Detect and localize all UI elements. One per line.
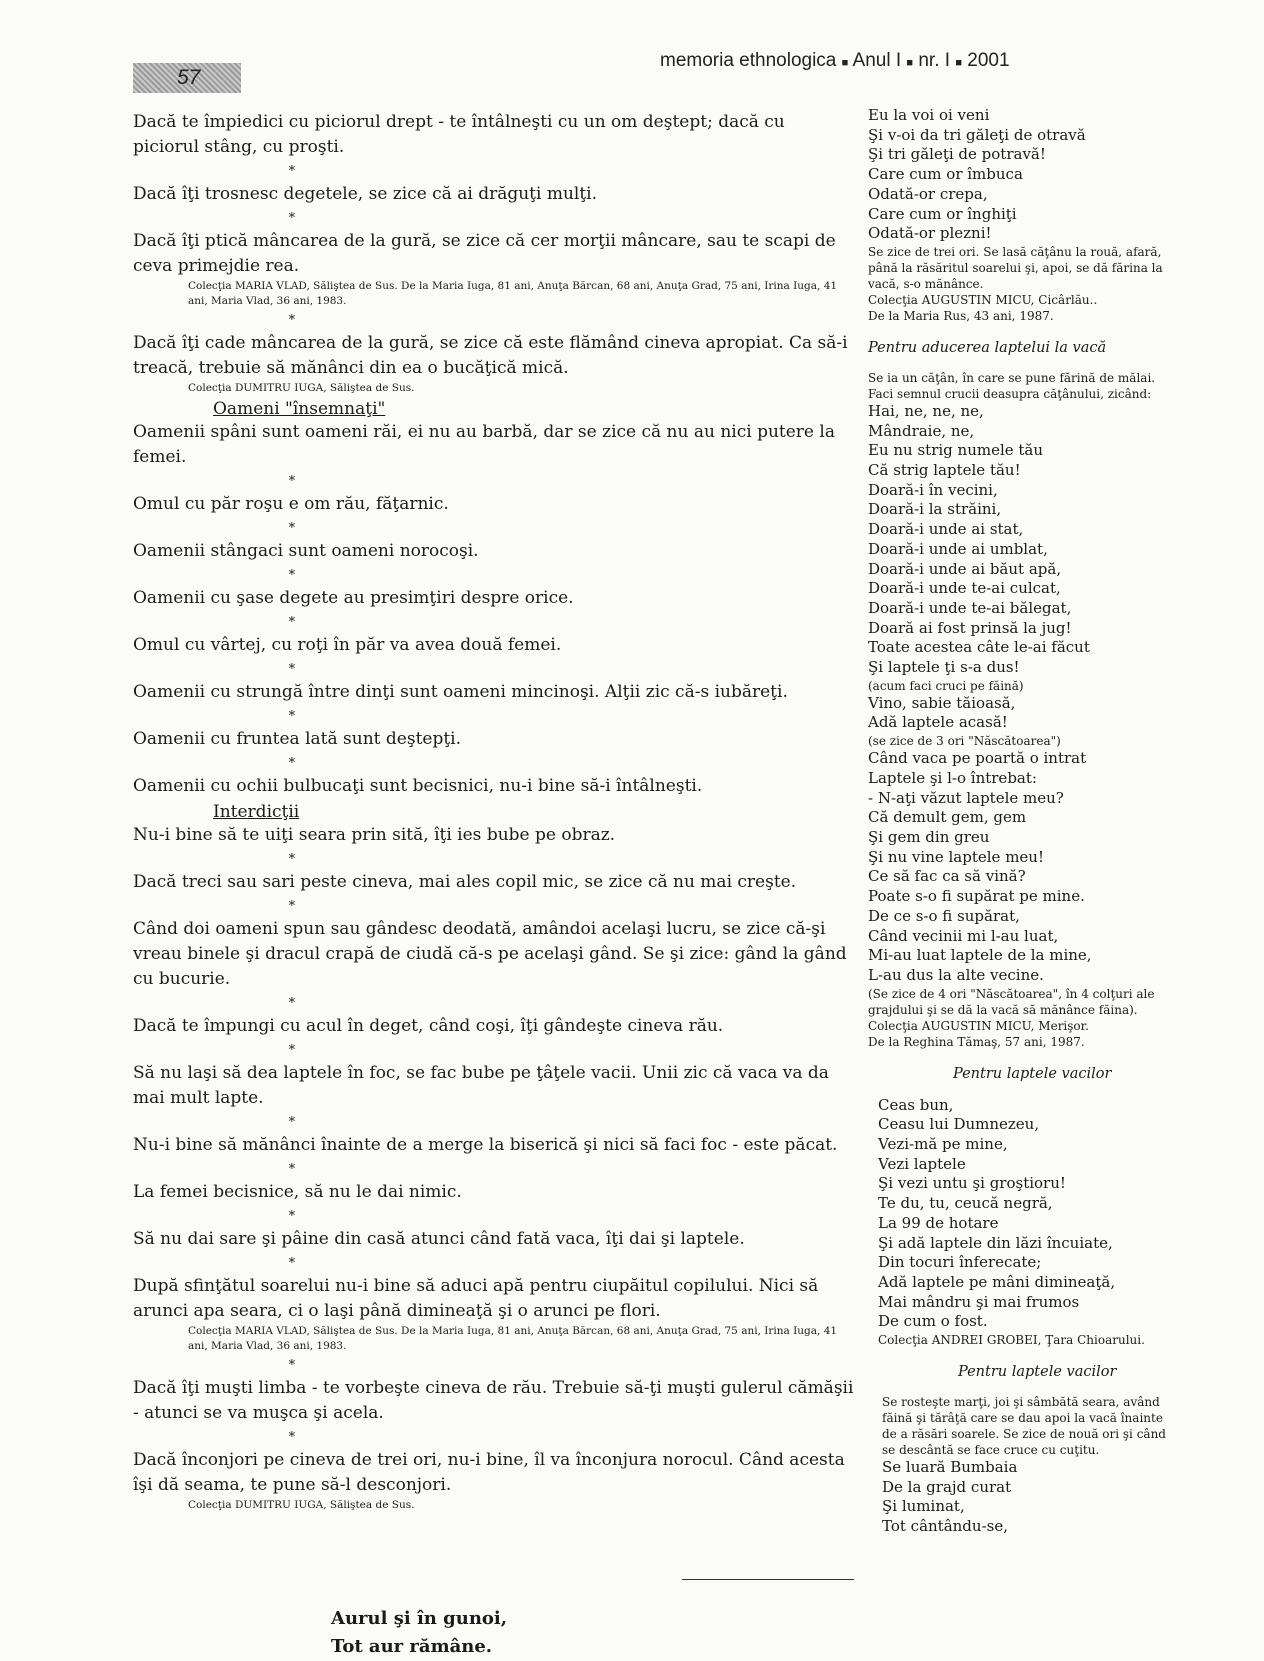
belief-paragraph: Dacă te împungi cu acul în deget, când coşi, îţi gândeşte cineva rău. <box>133 1016 724 1036</box>
right-column <box>868 106 1166 1537</box>
charm-title: Pentru aducerea laptelui la vacă <box>868 339 1107 356</box>
verse-line: Hai, ne, ne, ne, <box>868 401 984 420</box>
verse-line: Odată-or plezni! <box>868 224 992 243</box>
separator-icon: ■ <box>841 57 849 69</box>
verse-line: Şi tri găleţi de potravă! <box>868 145 1046 164</box>
belief-paragraph: După sfinţătul soarelui nu-i bine să aduci apă pentru ciupăitul copilului. Nici să arunci apa seara, ci o laşi până dimineaţă şi o arunci pe flori. <box>133 1276 819 1321</box>
verse-line: Toate acestea câte le-ai făcut <box>868 638 1090 657</box>
verse-line: Mai mândru şi mai frumos <box>878 1292 1080 1311</box>
verse-line: Vino, sabie tăioasă, <box>868 693 1016 712</box>
belief-paragraph: Dacă îţi cade mâncarea de la gură, se zice că este flămând cineva apropiat. Ca să-i treacă, trebuie să mănânci din ea o bucăţică mică. <box>133 333 848 378</box>
source-note: Colecţia DUMITRU IUGA, Săliştea de Sus. <box>188 1499 415 1511</box>
verse-line: Şi v-oi da tri găleţi de otravă <box>868 125 1086 144</box>
belief-paragraph: Omul cu păr roşu e om rău, făţarnic. <box>133 494 449 514</box>
verse-line: Laptele şi l-o întrebat: <box>868 768 1037 787</box>
verse-line: Poate s-o fi supărat pe mine. <box>868 887 1085 906</box>
verse-line: Eu la voi oi veni <box>868 106 990 124</box>
source-note: Colecţia ANDREI GROBEI, Ţara Chioarului. <box>878 1333 1145 1348</box>
asterisk-divider: * <box>288 756 296 771</box>
belief-paragraph: Dacă îţi muşti limba - te vorbeşte cineva de rău. Trebuie să-ţi muşti gulerul cămăşii - atunci se va muşca şi acela. <box>133 1378 854 1423</box>
verse-line: Şi nu vine laptele meu! <box>868 847 1044 866</box>
verse-line: Te du, tu, ceucă negră, <box>878 1194 1053 1213</box>
instruction-note: (Se zice de 4 ori "Născătoarea", în 4 colţuri ale grajdului şi se dă la vacă să mănânce făina). <box>868 986 1155 1017</box>
source-note: De la Reghina Tămaş, 57 ani, 1987. <box>868 1034 1085 1049</box>
source-note: Colecţia MARIA VLAD, Sălişteа de Sus. De la Maria Iuga, 81 ani, Anuţa Bărcan, 68 ani, Anuţa Grad, 75 ani, Irina Iuga, 41 ani, Maria Vlad, 36 ani, 1983. <box>188 280 838 307</box>
verse-line: De cum o fost. <box>878 1312 988 1331</box>
belief-paragraph: Dacă îţi ptică mâncarea de la gură, se zice că cer morţii mâncare, sau te scapi de ceva primejdie rea. <box>133 231 836 276</box>
instruction-note: Se ia un căţân, în care se pune fărină de mălai. Faci semnul crucii deasupra căţânului, zicând: <box>868 370 1156 401</box>
verse-line: Şi laptele ţi s-a dus! <box>868 658 1020 677</box>
separator-icon: ■ <box>906 57 914 69</box>
belief-paragraph: Să nu laşi să dea laptele în foc, se fac bube pe ţâţele vacii. Unii zic că vaca va da mai mult lapte. <box>133 1063 829 1108</box>
belief-paragraph: Dacă te împiedici cu piciorul drept - te întâlneşti cu un om deştept; dacă cu piciorul stâng, cu proşti. <box>133 112 785 157</box>
verse-line: Doară-i în vecini, <box>868 480 998 499</box>
year: 2001 <box>967 50 1010 71</box>
verse-line: Se luară Bumbaia <box>882 1458 1018 1477</box>
verse-line: De la grajd curat <box>882 1477 1012 1496</box>
belief-paragraph: Dacă îţi trosnesc degetele, se zice că ai drăguţi mulţi. <box>133 184 598 204</box>
left-column <box>133 110 855 1513</box>
verse-line: La 99 de hotare <box>878 1213 999 1232</box>
asterisk-divider: * <box>288 899 296 914</box>
belief-paragraph: Oamenii cu fruntea lată sunt deştepţi. <box>133 729 462 749</box>
section-heading: Interdicţii <box>213 802 300 822</box>
separator-icon: ■ <box>955 57 962 69</box>
verse-line: Doară-i unde ai băut apă, <box>868 559 1062 578</box>
journal-title: memoria ethnologica <box>660 50 837 71</box>
verse-line: Şi luminat, <box>882 1497 965 1516</box>
verse-line: Care cum or înghiţi <box>868 204 1017 223</box>
instruction-note: (se zice de 3 ori "Născătoarea") <box>868 734 1061 749</box>
asterisk-divider: * <box>288 164 296 179</box>
asterisk-divider: * <box>288 615 296 630</box>
verse-line: Mândraie, ne, <box>868 421 975 440</box>
verse-line: Vezi-mă pe mine, <box>878 1135 1008 1154</box>
asterisk-divider: * <box>288 1162 296 1177</box>
verse-block <box>878 1096 1166 1332</box>
verse-line: Când vecinii mi l-au luat, <box>868 926 1059 945</box>
asterisk-divider: * <box>288 313 296 328</box>
asterisk-divider: * <box>288 521 296 536</box>
verse-line: Doară-i unde ai umblat, <box>868 539 1048 558</box>
verse-line: Ceas bun, <box>878 1095 954 1114</box>
verse-line: Doară-i la străini, <box>868 500 1002 519</box>
verse-line: Că strig laptele tău! <box>868 461 1021 480</box>
issue-number: nr. I <box>918 50 951 71</box>
instruction-note: Se rosteşte marţi, joi şi sâmbătă seara, având făină şi tărâţă care se dau apoi la vacă înainte de a răsări soarele. Se zice de nouă ori şi când se descântă se face cruce cu cuţitu. <box>882 1395 1166 1458</box>
journal-header <box>660 50 1010 72</box>
verse-line: Ceasu lui Dumnezeu, <box>878 1115 1040 1134</box>
instruction-note: (acum faci cruci pe făină) <box>868 678 1024 693</box>
verse-line: Doară-i unde te-ai culcat, <box>868 579 1061 598</box>
belief-paragraph: Dacă înconjori pe cineva de trei ori, nu-i bine, îl va înconjura norocul. Când acesta îşi dă seama, te pune să-l desconjori. <box>133 1450 845 1495</box>
belief-paragraph: Să nu dai sare şi pâine din casă atunci când fată vaca, îţi dai şi laptele. <box>133 1229 745 1249</box>
belief-paragraph: Dacă treci sau sari peste cineva, mai ales copil mic, se zice că nu mai creşte. <box>133 872 797 892</box>
verse-line: Care cum or îmbuca <box>868 165 1023 184</box>
belief-paragraph: Oamenii cu strungă între dinţi sunt oameni mincinoşi. Alţii zic că-s iubăreţi. <box>133 682 788 702</box>
verse-line: Şi vezi untu şi groştioru! <box>878 1174 1066 1193</box>
asterisk-divider: * <box>288 1256 296 1271</box>
verse-block <box>868 402 1166 678</box>
verse-line: Adă laptele acasă! <box>868 713 1008 732</box>
instruction-note: Se zice de trei ori. Se lasă căţânu la rouă, afară, până la răsăritul soarelui şi, apoi, se dă fărina la vacă, s-o mănânce. <box>868 244 1163 291</box>
verse-line: Când vaca pe poartă o intrat <box>868 749 1087 768</box>
verse-line: De ce s-o fi supărat, <box>868 906 1020 925</box>
belief-paragraph: Când doi oameni spun sau gândesc deodată, amândoi acelaşi lucru, se zice că-şi vreau binele şi dracul crapă de ciudă că-s pe acelaşi gând. Se şi zice: gând la gând cu bucurie. <box>133 919 847 989</box>
verse-line: - N-aţi văzut laptele meu? <box>868 788 1064 807</box>
belief-paragraph: La femei becisnice, să nu le dai nimic. <box>133 1182 462 1202</box>
verse-block <box>868 749 1166 985</box>
verse-line: Şi adă laptele din lăzi încuiate, <box>878 1233 1113 1252</box>
belief-paragraph: Nu-i bine să mănânci înainte de a merge la biserică şi nici să faci foc - este păcat. <box>133 1135 838 1155</box>
source-note: Colecţia AUGUSTIN MICU, Cicârlău.. <box>868 292 1098 307</box>
verse-block <box>882 1458 1166 1537</box>
asterisk-divider: * <box>288 709 296 724</box>
year-label: Anul I <box>852 50 902 71</box>
asterisk-divider: * <box>288 852 296 867</box>
verse-line: Doară-i unde te-ai bălegat, <box>868 598 1072 617</box>
asterisk-divider: * <box>288 1358 296 1373</box>
charm-title: Pentru laptele vacilor <box>958 1364 1117 1381</box>
verse-block <box>868 106 1166 244</box>
verse-line: Doară-i unde ai stat, <box>868 520 1024 539</box>
belief-paragraph: Oamenii cu ochii bulbucaţi sunt becisnici, nu-i bine să-i întâlneşti. <box>133 776 703 796</box>
asterisk-divider: * <box>288 568 296 583</box>
verse-line: Tot cântându-se, <box>882 1517 1008 1536</box>
belief-paragraph: Oamenii cu şase degete au presimţiri despre orice. <box>133 588 574 608</box>
proverb-line: Tot aur rămâne. <box>331 1636 493 1657</box>
source-note: Colecţia MARIA VLAD, Săliştea de Sus. De la Maria Iuga, 81 ani, Anuţa Bărcan, 68 ani, Anuţa Grad, 75 ani, Irina Iuga, 41 ani, Maria Vlad, 36 ani, 1983. <box>188 1325 838 1352</box>
source-note: Colecţia AUGUSTIN MICU, Merişor. <box>868 1018 1089 1033</box>
source-note: De la Maria Rus, 43 ani, 1987. <box>868 308 1054 323</box>
proverb-line: Aurul şi în gunoi, <box>331 1608 508 1629</box>
belief-paragraph: Oamenii stângaci sunt oameni norocoşi. <box>133 541 479 561</box>
asterisk-divider: * <box>288 474 296 489</box>
proverb <box>331 1605 507 1661</box>
charm-title: Pentru laptele vacilor <box>953 1065 1112 1082</box>
verse-line: Eu nu strig numele tău <box>868 441 1044 460</box>
asterisk-divider: * <box>288 1430 296 1445</box>
verse-line: Vezi laptele <box>878 1154 966 1173</box>
asterisk-divider: * <box>288 662 296 677</box>
belief-paragraph: Omul cu vârtej, cu roţi în păr va avea două femei. <box>133 635 562 655</box>
verse-line: Ce să fac ca să vină? <box>868 867 1026 886</box>
asterisk-divider: * <box>288 1043 296 1058</box>
verse-line: Că demult gem, gem <box>868 808 1027 827</box>
verse-line: Adă laptele pe mâni dimineaţă, <box>878 1272 1116 1291</box>
asterisk-divider: * <box>288 211 296 226</box>
verse-line: Din tocuri înferecate; <box>878 1253 1042 1272</box>
asterisk-divider: * <box>288 1209 296 1224</box>
page-number: 57 <box>133 63 241 93</box>
section-heading: Oameni "însemnaţi" <box>213 399 386 419</box>
asterisk-divider: * <box>288 1115 296 1130</box>
horizontal-divider <box>682 1579 854 1580</box>
verse-line: Odată-or crepa, <box>868 184 988 203</box>
source-note: Colecţia DUMITRU IUGA, Săliştea de Sus. <box>188 382 415 394</box>
verse-line: Doară ai fost prinsă la jug! <box>868 618 1072 637</box>
belief-paragraph: Oamenii spâni sunt oameni răi, ei nu au barbă, dar se zice că nu au nici putere la femei. <box>133 422 835 467</box>
belief-paragraph: Nu-i bine să te uiţi seara prin sită, îţi ies bube pe obraz. <box>133 825 616 845</box>
verse-line: Şi gem din greu <box>868 827 990 846</box>
asterisk-divider: * <box>288 996 296 1011</box>
verse-line: L-au dus la alte vecine. <box>868 965 1044 984</box>
verse-line: Mi-au luat laptele de la mine, <box>868 946 1092 965</box>
